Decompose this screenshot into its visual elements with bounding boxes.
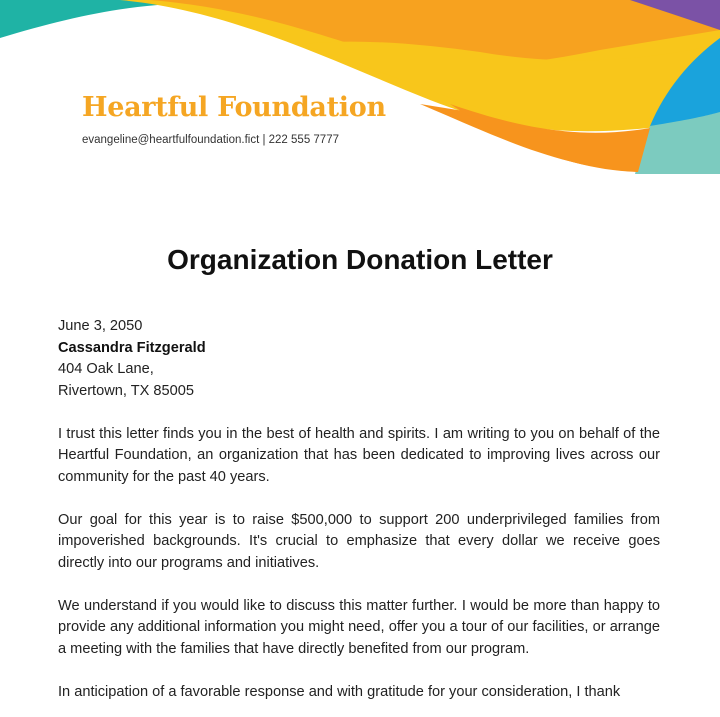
recipient-name: Cassandra Fitzgerald [58,339,206,356]
address-line-2: Rivertown, TX 85005 [58,382,195,399]
contact-info: evangeline@heartfulfoundation.fict | 222 555 7777 [82,134,339,146]
organization-name: Heartful Foundation [82,92,386,123]
paragraph-discussion: We understand if you would like to discuss this matter further. I would be more than happy to provide any additional information you might need, offer you a tour of our facilities, or arrange a meeting with the families that have directly benefited from our program. [58,597,660,657]
letter-body [58,316,660,703]
letter-date: June 3, 2050 [58,318,143,334]
paragraph-intro: I trust this letter finds you in the best of health and spirits. I am writing to you on behalf of the Heartful Foundation, an organization that has been dedicated to improving lives across our community for the past 40 years. [58,425,660,485]
document-title: Organization Donation Letter [167,244,553,275]
paragraph-closing: In anticipation of a favorable response and with gratitude for your consideration, I thank [58,683,621,700]
recipient-block [58,316,660,402]
teal-wave [0,0,190,38]
paragraph-goal: Our goal for this year is to raise $500,000 to support 200 underprivileged families from impoverished backgrounds. It's crucial to emphasize that every dollar we receive goes directly into our programs and initiatives. [58,511,660,571]
address-line-1: 404 Oak Lane, [58,361,154,377]
